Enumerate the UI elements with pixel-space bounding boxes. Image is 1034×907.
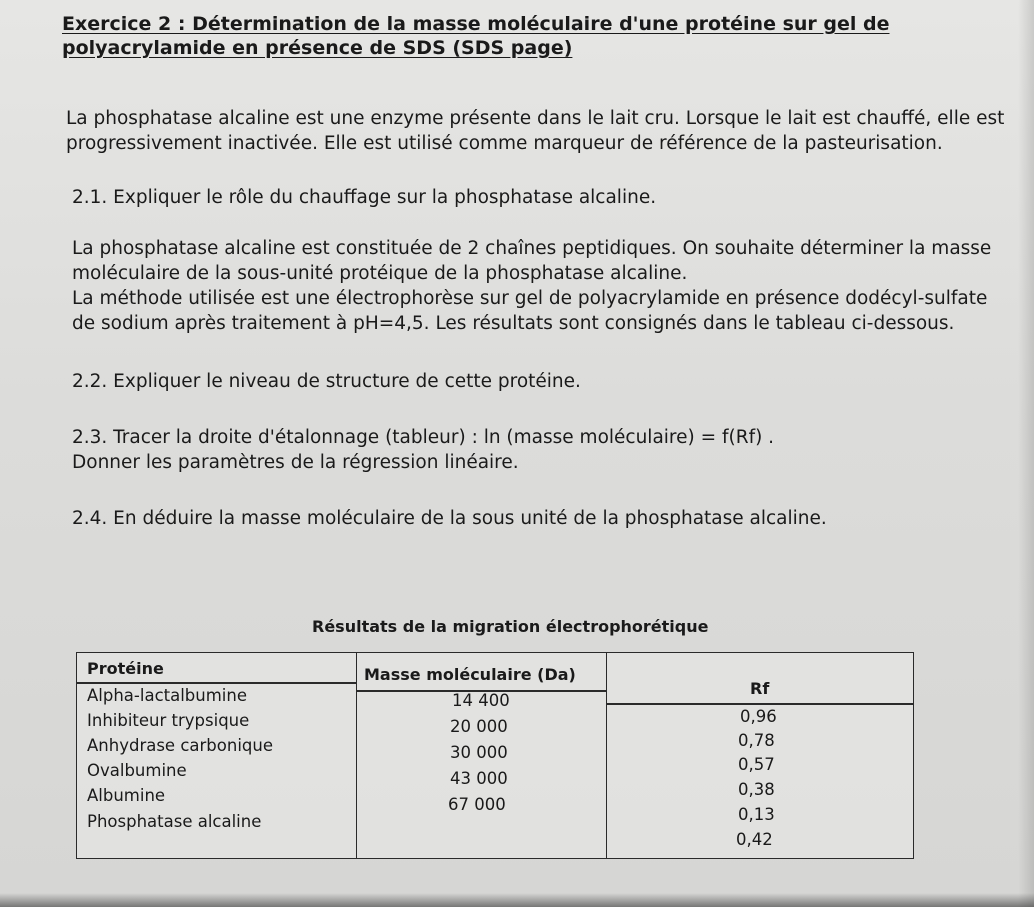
intro-paragraph: La phosphatase alcaline est une enzyme présente dans le lait cru. Lorsque le lait est chauffé, elle est progressivement inactivée. Elle est utilisé comme marqueur de référence de la pasteurisation. — [66, 108, 1005, 154]
rf-cell: 0,57 — [738, 755, 775, 774]
mass-cell: 67 000 — [448, 795, 506, 814]
question-2-1: 2.1. Expliquer le rôle du chauffage sur la phosphatase alcaline. — [72, 187, 657, 208]
table-caption: Résultats de la migration électrophorétique — [312, 617, 709, 636]
protein-cell: Alpha-lactalbumine — [87, 686, 247, 705]
mass-cell: 20 000 — [450, 717, 508, 736]
mass-cell: 14 400 — [452, 691, 510, 710]
protein-cell: Ovalbumine — [87, 761, 187, 780]
question-2-3: 2.3. Tracer la droite d'étalonnage (tableur) : ln (masse moléculaire) = f(Rf) . — [72, 427, 775, 448]
results-table — [76, 652, 914, 859]
header-mass: Masse moléculaire (Da) — [364, 665, 576, 684]
mass-column — [356, 653, 607, 858]
exercise-title: Exercice 2 : Détermination de la masse moléculaire d'une protéine sur gel de polyacrylamide en présence de SDS (SDS page) — [62, 13, 890, 59]
page-edge-shadow — [1018, 0, 1034, 907]
rf-cell: 0,38 — [738, 780, 775, 799]
rf-cell: 0,13 — [738, 805, 775, 824]
rf-cell: 0,42 — [736, 830, 773, 849]
rf-cell: 0,96 — [740, 707, 777, 726]
header-protein: Protéine — [87, 659, 164, 678]
protein-cell: Phosphatase alcaline — [87, 812, 262, 831]
context-paragraph-2: La méthode utilisée est une électrophorèse sur gel de polyacrylamide en présence dodécyl-sulfate de sodium après traitement à pH=4,5. Les résultats sont consignés dans le tableau ci-dessous. — [72, 288, 988, 334]
protein-column — [77, 653, 357, 858]
rf-column — [606, 653, 913, 858]
question-2-4: 2.4. En déduire la masse moléculaire de la sous unité de la phosphatase alcaline. — [72, 508, 827, 529]
protein-cell: Albumine — [87, 786, 166, 805]
mass-cell: 30 000 — [450, 743, 508, 762]
mass-cell: 43 000 — [450, 769, 508, 788]
question-2-2: 2.2. Expliquer le niveau de structure de cette protéine. — [72, 371, 581, 392]
protein-cell: Inhibiteur trypsique — [87, 711, 250, 730]
header-rf: Rf — [750, 679, 770, 698]
protein-cell: Anhydrase carbonique — [87, 736, 273, 755]
rf-cell: 0,78 — [738, 731, 775, 750]
question-2-3-followup: Donner les paramètres de la régression linéaire. — [72, 452, 519, 473]
bottom-edge-shadow — [0, 893, 1034, 907]
context-paragraph-1: La phosphatase alcaline est constituée de 2 chaînes peptidiques. On souhaite déterminer la masse moléculaire de la sous-unité protéique de la phosphatase alcaline. — [72, 238, 992, 284]
